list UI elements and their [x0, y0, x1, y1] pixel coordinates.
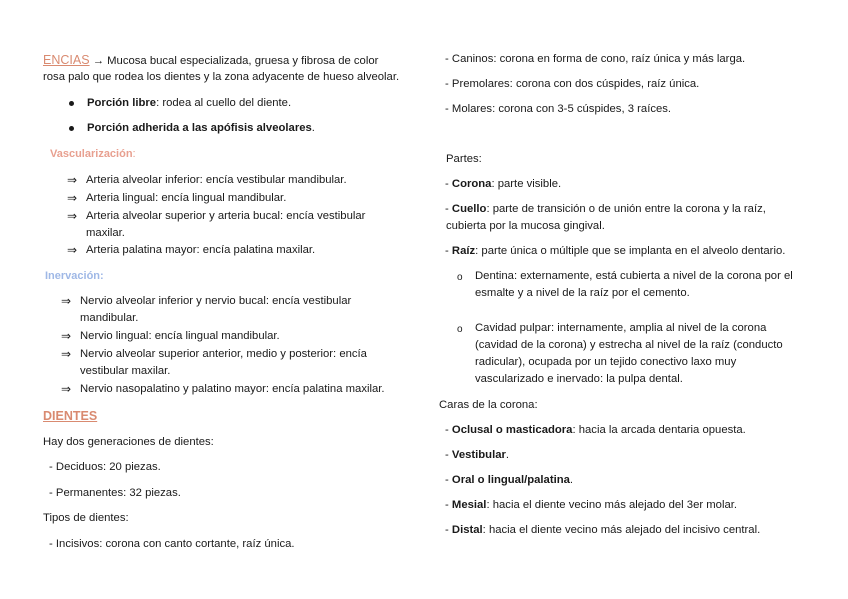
vascularizacion-colon: :	[132, 148, 136, 160]
implies-arrow-icon: ⇒	[61, 329, 72, 343]
gen-item: - Deciduos: 20 piezas.	[49, 461, 161, 473]
portion-text: .	[311, 122, 315, 134]
parte-bold: Raíz	[451, 245, 476, 257]
inerv-item: Nervio lingual: encía lingual mandibular.	[80, 330, 280, 342]
partes-text: Partes:	[446, 153, 482, 165]
parte-text: : parte de transición o de unión entre la corona y la raíz,	[486, 203, 766, 215]
portion-text: : rodea al cuello del diente.	[156, 97, 292, 109]
dentina-line1: Dentina: externamente, está cubierta a nivel de la corona por el	[475, 270, 793, 282]
inervacion-heading: Inervación:	[45, 270, 104, 282]
parte-text: : parte visible.	[491, 178, 562, 190]
vasc-item: Arteria lingual: encía lingual mandibular.	[86, 192, 287, 204]
cara-item: - Vestibular.	[445, 449, 510, 461]
inerv-item: Nervio alveolar inferior y nervio bucal: encía vestibular	[80, 295, 352, 307]
encias-heading-line	[43, 52, 378, 70]
cara-item: - Oclusal o masticadora: hacia la arcada dentaria opuesta.	[445, 424, 746, 436]
inerv-item-cont: mandibular.	[80, 312, 139, 324]
encias-definition-line1: Mucosa bucal especializada, gruesa y fibrosa de color	[103, 55, 379, 67]
cara-item: - Distal: hacia el diente vecino más alejado del incisivo central.	[445, 524, 761, 536]
tipo-item: - Molares: corona con 3-5 cúspides, 3 raíces.	[445, 103, 672, 115]
vasc-item-cont: maxilar.	[86, 227, 125, 239]
implies-arrow-icon: ⇒	[67, 243, 78, 257]
parte-item: - Corona: parte visible.	[445, 178, 562, 190]
parte-item-cont: cubierta por la mucosa gingival.	[446, 220, 605, 232]
cara-text: : hacia el diente vecino más alejado del incisivo central.	[482, 524, 761, 536]
vasc-item: Arteria alveolar inferior: encía vestibular mandibular.	[86, 174, 347, 186]
parte-item: - Cuello: parte de transición o de unión entre la corona y la raíz,	[445, 203, 766, 215]
gen-item-text: Permanentes: 32 piezas.	[55, 487, 181, 499]
cara-item: - Oral o lingual/palatina.	[445, 474, 574, 486]
implies-arrow-icon: ⇒	[67, 173, 78, 187]
circle-bullet-icon: o	[457, 272, 463, 283]
tipo-item-text: Premolares: corona con dos cúspides, raíz única.	[451, 78, 700, 90]
tipos-text: Tipos de dientes:	[43, 512, 129, 524]
cara-bold: Oral o lingual/palatina	[451, 474, 570, 486]
pulpar-line4: vascularizado e inervado: la pulpa dental.	[475, 373, 683, 385]
vasc-item: Arteria alveolar superior y arteria bucal: encía vestibular	[86, 210, 366, 222]
arrow-icon: →	[92, 55, 104, 67]
cara-text: .	[569, 474, 574, 486]
cara-item: - Mesial: hacia el diente vecino más alejado del 3er molar.	[445, 499, 738, 511]
tipo-item: - Caninos: corona en forma de cono, raíz única y más larga.	[445, 53, 746, 65]
inerv-item: Nervio nasopalatino y palatino mayor: encía palatina maxilar.	[80, 383, 385, 395]
pulpar-line3: radicular), ocupada por un tejido conectivo laxo muy	[475, 356, 737, 368]
implies-arrow-icon: ⇒	[61, 347, 72, 361]
implies-arrow-icon: ⇒	[61, 382, 72, 396]
tipo-item: - Incisivos: corona con canto cortante, raíz única.	[49, 538, 295, 550]
caras-text: Caras de la corona:	[439, 399, 538, 411]
cara-bold: Oclusal o masticadora	[451, 424, 573, 436]
cara-bold: Vestibular	[451, 449, 506, 461]
bullet-dot-icon	[69, 126, 74, 131]
parte-bold: Cuello	[451, 203, 487, 215]
inerv-item-cont: vestibular maxilar.	[80, 365, 171, 377]
parte-text: : parte única o múltiple que se implanta en el alveolo dentario.	[475, 245, 786, 257]
tipo-item-text: Molares: corona con 3-5 cúspides, 3 raíces.	[451, 103, 672, 115]
vascularizacion-title: Vascularización	[50, 148, 133, 160]
bullet-dot-icon	[69, 101, 74, 106]
cara-bold: Mesial	[451, 499, 487, 511]
cara-text: : hacia el diente vecino más alejado del 3er molar.	[486, 499, 738, 511]
portion-bold: Porción adherida a las apófisis alveolares	[87, 122, 312, 134]
implies-arrow-icon: ⇒	[61, 294, 72, 308]
vascularizacion-heading	[50, 146, 136, 163]
portion-item	[87, 120, 315, 137]
cara-bold: Distal	[451, 524, 483, 536]
tipo-item-text: Incisivos: corona con canto cortante, raíz única.	[55, 538, 295, 550]
gen-item: - Permanentes: 32 piezas.	[49, 487, 181, 499]
inerv-item: Nervio alveolar superior anterior, medio y posterior: encía	[80, 348, 367, 360]
dientes-title: DIENTES	[43, 409, 98, 423]
implies-arrow-icon: ⇒	[67, 209, 78, 223]
gen-item-text: Deciduos: 20 piezas.	[55, 461, 161, 473]
tipo-item: - Premolares: corona con dos cúspides, raíz única.	[445, 78, 700, 90]
dentina-line2: esmalte y a nivel de la raíz por el cemento.	[475, 287, 690, 299]
encias-definition-line2: rosa palo que rodea los dientes y la zona adyacente de hueso alveolar.	[43, 71, 400, 83]
tipo-item-text: Caninos: corona en forma de cono, raíz única y más larga.	[451, 53, 746, 65]
implies-arrow-icon: ⇒	[67, 191, 78, 205]
cara-text: .	[505, 449, 510, 461]
encias-title: ENCIAS	[43, 53, 90, 67]
parte-bold: Corona	[451, 178, 492, 190]
pulpar-line2: (cavidad de la corona) y estrecha al nivel de la raíz (conducto	[475, 339, 783, 351]
circle-bullet-icon: o	[457, 324, 463, 335]
parte-item: - Raíz: parte única o múltiple que se implanta en el alveolo dentario.	[445, 245, 786, 257]
portion-bold: Porción libre	[87, 97, 157, 109]
generaciones-text: Hay dos generaciones de dientes:	[43, 436, 214, 448]
cara-text: : hacia la arcada dentaria opuesta.	[572, 424, 746, 436]
portion-item	[87, 95, 291, 112]
vasc-item: Arteria palatina mayor: encía palatina maxilar.	[86, 244, 316, 256]
pulpar-line1: Cavidad pulpar: internamente, amplia al nivel de la corona	[475, 322, 767, 334]
